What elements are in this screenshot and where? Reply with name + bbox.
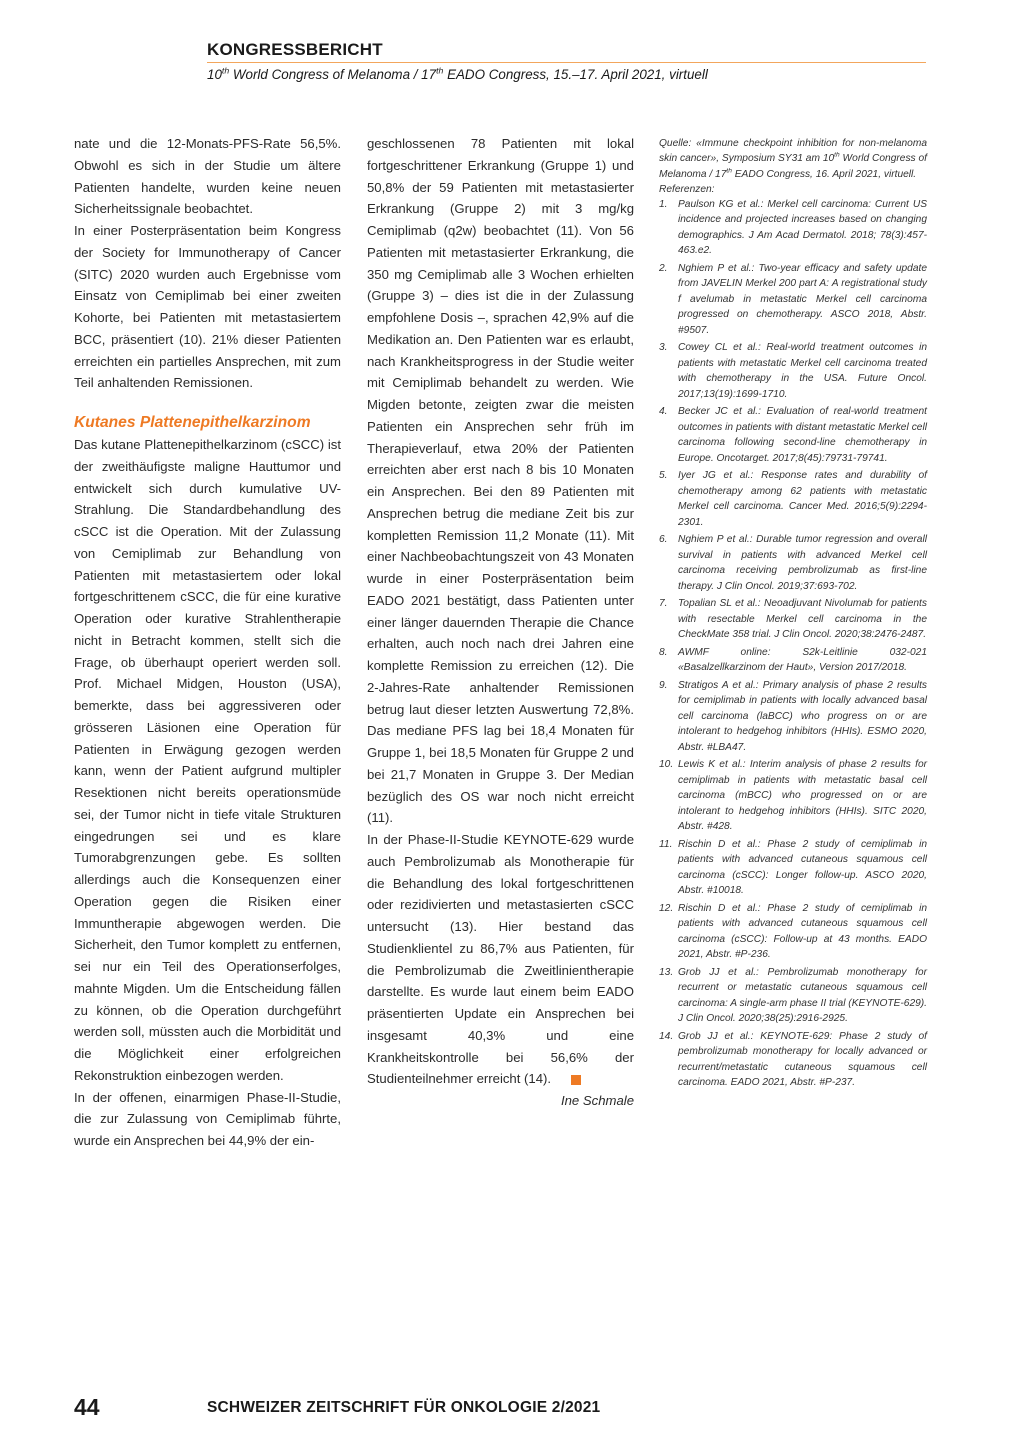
column-1 <box>74 133 341 1152</box>
page-number: 44 <box>74 1394 100 1420</box>
paragraph: In einer Posterpräsentation beim Kongress der Society for Immunotherapy of Cancer (SITC) 2020 wurden auch Ergebnisse vom Einsatz von Cemiplimab bei einer zweiten Kohorte, bei Patienten mit metastasiertem BCC, präsentiert (10). 21% dieser Patienten erreichten ein partielles Ansprechen, mit zum Teil anhaltenden Remissionen. <box>74 223 341 391</box>
reference-text: Lewis K et al.: Interim analysis of phase 2 results for cemiplimab in patients with metastatic basal cell carcinoma (mBCC) who progressed on or are intolerant to hedgehog inhibitors (HHIs). SITC 2020, Abstr. #428. <box>678 759 927 833</box>
reference-item <box>659 532 927 594</box>
reference-number: 2. <box>659 262 668 274</box>
reference-item <box>659 340 927 402</box>
reference-number: 5. <box>659 470 668 482</box>
end-of-article-icon <box>571 1075 581 1085</box>
reference-item <box>659 901 927 963</box>
reference-text: Grob JJ et al.: KEYNOTE-629: Phase 2 study of pembrolizumab monotherapy for locally advanced or recurrent/metastatic cutaneous squamous cell carcinoma. EADO 2021, Abstr. #P-237. <box>678 1030 927 1089</box>
reference-number: 3. <box>659 342 668 354</box>
source-part: World Congress of Melanoma / 17 <box>659 153 927 180</box>
reference-text: AWMF online: S2k-Leitlinie 032-021 «Basalzellkarzinom der Haut», Version 2017/2018. <box>678 646 927 674</box>
reference-text: Nghiem P et al.: Durable tumor regression and overall survival in patients with advanced Merkel cell carcinoma receiving pembrolizumab as first-line therapy. J Clin Oncol. 2019;37:693-702. <box>678 534 927 592</box>
reference-number: 6. <box>659 534 668 546</box>
reference-text: Grob JJ et al.: Pembrolizumab monotherapy for recurrent or metastatic cutaneous squamous cell carcinoma: A single-arm phase II trial (KEYNOTE-629). J Clin Oncol. 2020;38(25):2916-2925. <box>678 966 927 1025</box>
reference-number: 13. <box>659 966 674 978</box>
column-3 <box>659 136 927 1093</box>
reference-item <box>659 261 927 339</box>
journal-title: SCHWEIZER ZEITSCHRIFT FÜR ONKOLOGIE 2/2021 <box>207 1399 601 1416</box>
reference-item <box>659 404 927 466</box>
reference-text: Rischin D et al.: Phase 2 study of cemiplimab in patients with advanced cutaneous squamous cell carcinoma (cSCC): Follow-up at 43 months. EADO 2021, Abstr. #P-236. <box>678 902 927 961</box>
reference-text: Cowey CL et al.: Real-world treatment outcomes in patients with metastatic Merkel cell carcinoma treated with chemotherapy in the USA. Future Oncol. 2017;13(19):1699-1710. <box>678 342 927 400</box>
section-heading: Kutanes Plattenepithelkarzinom <box>74 414 311 431</box>
reference-item <box>659 1029 927 1091</box>
reference-number: 10. <box>659 759 674 771</box>
section-kicker: KONGRESSBERICHT <box>207 40 383 59</box>
column-2 <box>367 133 634 1112</box>
reference-number: 11. <box>659 838 673 850</box>
reference-item <box>659 757 927 835</box>
paragraph: Das kutane Plattenepithelkarzinom (cSCC) ist der zweithäufigste maligne Hauttumor und entwickelt sich durch kumulative UV-Strahlung. Die Standardbehandlung des cSCC ist die Operation. Mit der Zulassung von Cemiplimab zur Behandlung von Patienten mit metastasiertem oder lokal fortgeschrittenem cSCC, die für eine kurative Operation oder kurative Strahlentherapie nicht in Betracht kommen, stellt sich die Frage, ob überhaupt operiert werden soll. Prof. Michael Midgen, Houston (USA), bemerkte, dass bei aggressiveren oder grösseren Läsionen eine Operation für Patienten in Erwägung gezogen werden kann, wenn der Patient aufgrund multipler Resektionen nicht bereits operationsmüde sei, der Tumor nicht in tiefe vitale Strukturen eingedrungen sei und es klare Tumorabgrenzungen gebe. Es sollten allerdings auch die Konsequenzen einer Operation gegen die Risiken einer Immuntherapie abgewogen werden. Die Sicherheit, den Tumor komplett zu entfernen, sei nur ein Teil des Operationserfolges, mahnte Migden. Um die Entscheidung fällen zu können, ob die Operation durchgeführt werden soll, müssten auch die Morbidität und die Möglichkeit einer erfolgreichen Rekonstruktion einbezogen werden. <box>74 437 341 1083</box>
reference-number: 1. <box>659 198 668 210</box>
references-title: Referenzen: <box>659 183 715 195</box>
source-sup: th <box>726 167 732 175</box>
subtitle-sup: th <box>436 65 444 76</box>
source-part: EADO Congress, 16. April 2021, virtuell. <box>731 168 917 180</box>
reference-number: 9. <box>659 679 668 691</box>
paragraph: geschlossenen 78 Patienten mit lokal fortgeschrittener Erkrankung (Gruppe 1) und 50,8% der 59 Patienten mit metastasierter Erkrankung (Gruppe 2) mit 3 mg/kg Cemiplimab (q2w) beobachtet (11). Von 56 Patienten mit metastasierter Erkrankung, die 350 mg Cemiplimab alle 3 Wochen erhielten (Gruppe 3) – dies ist die in der Zulassung empfohlene Dosis –, sprachen 42,9% auf die Medikation an. Den Patienten war es erlaubt, nach Krankheitsprogress in der Studie weiter mit Cemiplimab behandelt zu werden. Wie Migden betonte, zeigten zwar die meisten Patienten ein Ansprechen sehr früh im Therapieverlauf, etwa 20% der Patienten erreichten aber erst nach 8 bis 10 Monaten ein Ansprechen. Bei den 89 Patienten mit Ansprechen betrug die mediane Zeit bis zur kompletten Remission 11,2 Monate (11). Mit einer Nachbeobachtungszeit von 43 Monaten wurde in einer Posterpräsentation beim EADO 2021 bestätigt, dass Patienten unter einer länger dauernden Therapie die Chance erhalten, auch noch nach drei Jahren eine komplette Remission zu erreichen (12). Die 2-Jahres-Rate anhaltender Remissionen betrug laut dieser letzten Auswertung 72,8%. Das mediane PFS lag bei 18,4 Monaten für Gruppe 1, bei 18,5 Monaten für Gruppe 2 und bei 21,7 Monaten in Gruppe 3. Der Median bezüglich des OS war noch nicht erreicht (11). <box>367 136 634 826</box>
reference-number: 12. <box>659 902 674 914</box>
reference-item <box>659 678 927 756</box>
paragraph-text: In der Phase-II-Studie KEYNOTE-629 wurde auch Pembrolizumab als Monotherapie für die Behandlung des lokal fortgeschrittenen oder rezidivierten und metastasierten cSCC untersucht (13). Hier bestand das Studienklientel zu 86,7% aus Patienten, für die Pembrolizumab die Zweitlinientherapie darstellte. Es wurde laut einem beim EADO präsentierten Update ein Ansprechen bei insgesamt 40,3% und eine Krankheitskontrolle bei 56,6% der Studienteilnehmer erreicht (14). <box>367 832 634 1087</box>
reference-text: Rischin D et al.: Phase 2 study of cemiplimab in patients with advanced cutaneous squamous cell carcinoma (cSCC): Longer follow-up. ASCO 2020, Abstr. #10018. <box>678 838 927 897</box>
subtitle-part: World Congress of Melanoma / 17 <box>229 67 437 82</box>
reference-number: 4. <box>659 406 668 418</box>
header-rule <box>207 62 926 63</box>
subtitle-part: EADO Congress, 15.–17. April 2021, virtuell <box>443 67 708 82</box>
header-subtitle <box>207 67 708 82</box>
reference-item <box>659 596 927 643</box>
reference-text: Nghiem P et al.: Two-year efficacy and safety update from JAVELIN Merkel 200 part A: A registrational study f avelumab in metastatic Merkel cell carcinoma progressed on chemotherapy. ASCO 2018, Abstr. #9507. <box>678 262 927 336</box>
reference-item <box>659 837 927 899</box>
reference-text: Topalian SL et al.: Neoadjuvant Nivolumab for patients with resectable Merkel cell carcinoma in the CheckMate 358 trial. J Clin Oncol. 2020;38:2476-2487. <box>678 598 927 641</box>
reference-number: 7. <box>659 598 668 610</box>
paragraph: In der offenen, einarmigen Phase-II-Studie, die zur Zulassung von Cemiplimab führte, wurde ein Ansprechen bei 44,9% der ein- <box>74 1089 341 1148</box>
source-sup: th <box>834 151 840 159</box>
references-list <box>659 197 927 1091</box>
reference-text: Becker JC et al.: Evaluation of real-world treatment outcomes in patients with distant metastatic Merkel cell carcinoma following second-line chemotherapy in Europe. Oncotarget. 2017;8(45):79731-79741. <box>678 406 927 464</box>
reference-text: Paulson KG et al.: Merkel cell carcinoma: Current US incidence and projected increases based on changing demographics. J Am Acad Dermatol. 2018; 78(3):457-463.e2. <box>678 198 927 257</box>
subtitle-sup: th <box>221 65 230 76</box>
subtitle-part: 10 <box>207 67 222 82</box>
reference-item <box>659 645 927 676</box>
reference-item <box>659 197 927 259</box>
reference-number: 8. <box>659 646 668 658</box>
reference-number: 14. <box>659 1030 674 1042</box>
reference-text: Iyer JG et al.: Response rates and durability of chemotherapy among 62 patients with metastatic Merkel cell carcinoma. Cancer Med. 2016;5(9):2294-2301. <box>678 470 927 528</box>
paragraph <box>367 829 634 1090</box>
reference-text: Stratigos A et al.: Primary analysis of phase 2 results for cemiplimab in patients with locally advanced basal cell carcinoma (laBCC) who progress on or are intolerant to hedgehog inhibitors (HHIs). ESMO 2020, Abstr. #LBA47. <box>678 679 927 753</box>
author-name: Ine Schmale <box>560 1093 634 1108</box>
reference-item <box>659 468 927 530</box>
reference-item <box>659 965 927 1027</box>
paragraph: nate und die 12-Monats-PFS-Rate 56,5%. Obwohl es sich in der Studie um ältere Patienten handelte, wurden keine neuen Sicherheitssignale beobachtet. <box>74 136 341 217</box>
source-part: Quelle: «Immune checkpoint inhibition for non-melanoma skin cancer», Symposium SY31 am 10 <box>659 138 927 165</box>
source-note <box>659 136 927 182</box>
